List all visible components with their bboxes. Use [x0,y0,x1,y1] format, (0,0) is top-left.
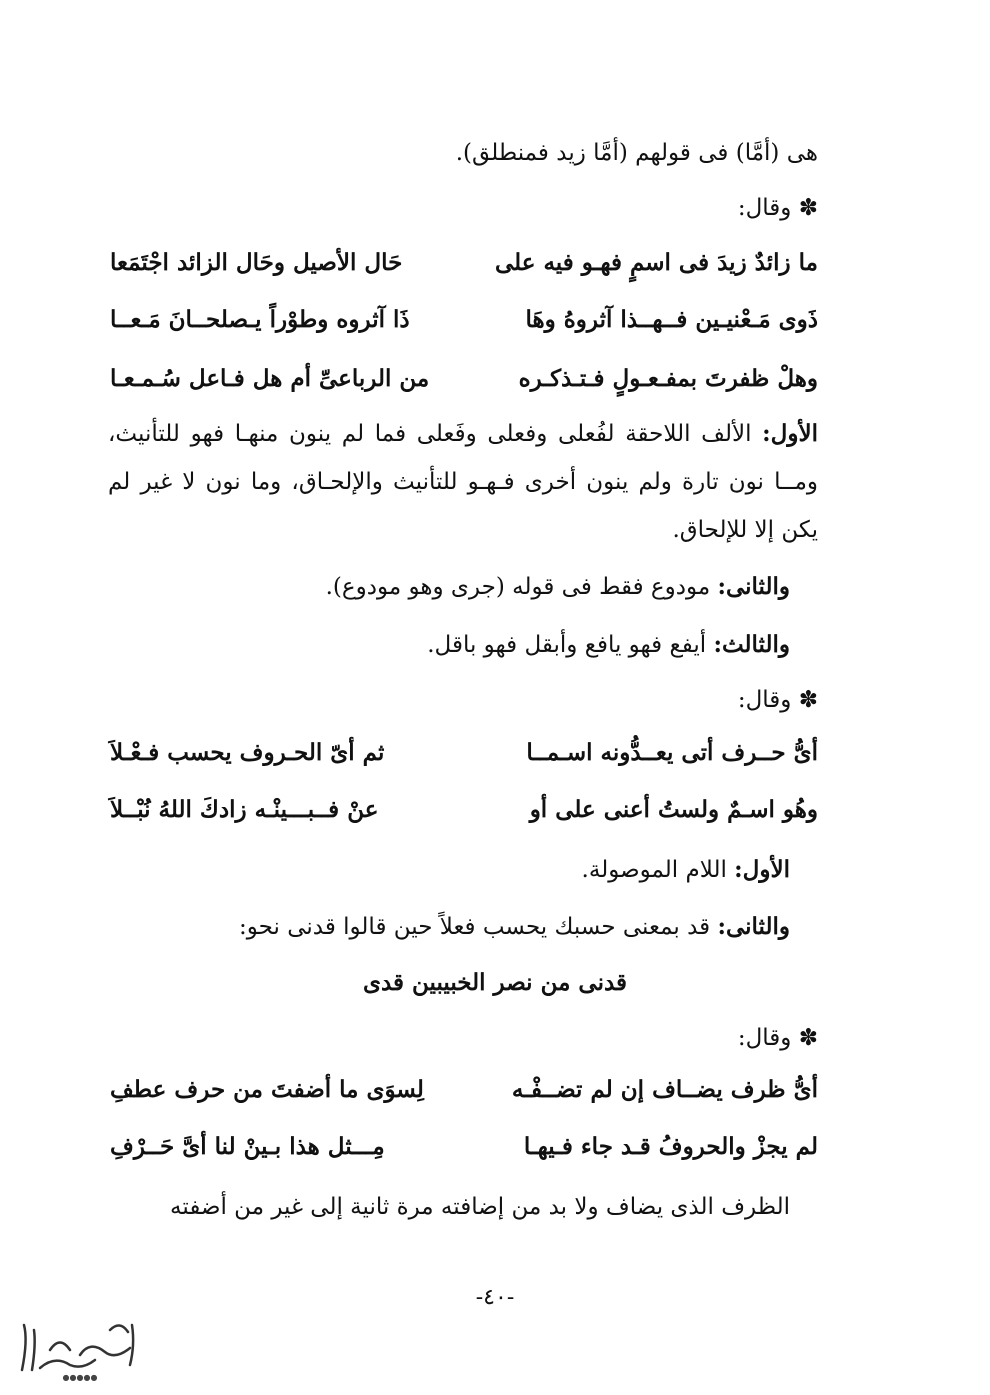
said-label-2: ✽ وقال: [737,687,818,713]
answer-lead-first-2: الأول: [734,856,790,883]
answer-lead-second-1: والثانى: [717,573,790,600]
poem2-verse2-first-hemistich: وهُو اسـمٌ ولستُ أعنى على أو [529,796,818,823]
poem1-verse1-first-hemistich: ما زائدٌ زيدَ فى اسمٍ فهـو فيه على [494,249,818,276]
answer-text-second-1: مودوع فقط فى قوله (جرى وهو مودوع). [325,574,711,600]
answer-text-third-1: أيفع فهو يافع وأبقل فهو باقل. [427,632,707,658]
answer-lead-third-1: والثالث: [713,631,790,658]
poem2-verse2-second-hemistich: عنْ فــبـــينْـه زادكَ اللهُ نُبْــلاَ [110,796,379,823]
answer-text-second-2: قد بمعنى حسبك يحسب فعلاً حين قالوا قدنى نحو: [239,914,711,940]
poem2-verse1-first-hemistich: أىُّ حــرف أتى يعــدُّونه اسـمــا [526,739,818,766]
publisher-logo-icon [10,1310,145,1385]
closing-text-line: الظرف الذى يضاف ولا بد من إضافته مرة ثانية إلى غير من أضفته [170,1194,790,1220]
poem1-verse3-first-hemistich: وهلْ ظفرتَ بمفـعـولٍ فـتـذكـره [518,365,818,392]
said-label-3: ✽ وقال: [737,1025,818,1051]
poem3-verse1-first-hemistich: أىُّ ظرف يضــاف إن لم تضــفْـه [511,1076,818,1103]
answer-text-first-2: اللام الموصولة. [581,857,727,883]
poem1-verse2-first-hemistich: ذَوى مَـعْنيـين فــهــذا آثروهُ وهَا [525,306,818,333]
poem3-verse2-second-hemistich: مِـــثل هذا بـينْ لنا أىَّ حَــرْفِ [110,1133,385,1160]
page-number: -٤٠- [475,1285,515,1310]
answer-second-1 [110,572,790,602]
poem1-verse1-second-hemistich: حَال الأصيل وحَال الزائد اجْتَمَعا [110,249,403,276]
poem3-verse2-first-hemistich: لم يجزْ والحروفُ قـد جاء فـيهـا [523,1133,818,1160]
answer-third-1 [110,630,790,660]
text-line-amma: هى (أمَّا) فى قولهم (أمَّا زيد فمنطلق). [455,140,818,166]
quoted-verse: قدنى من نصر الخبيبين قدى [362,969,628,996]
answer-first-2 [110,855,790,885]
said-label-1: ✽ وقال: [737,195,818,221]
answer-lead-second-2: والثانى: [717,913,790,940]
answer-paragraph-first [108,410,818,554]
answer-lead-first: الأول: [762,420,818,447]
poem1-verse2-second-hemistich: ذَا آثروه وطوْراً يـصلحــانَ مَـعــا [110,306,410,333]
poem3-verse1-second-hemistich: لِسوَى ما أضفتَ من حرف عطفِ [110,1076,424,1103]
answer-text-first: الألف اللاحقة لفُعلى وفعلى وفَعلى فما لم ينون منهـا فهو للتأنيث، ومــا نون تارة ولم ينون أخرى فـهـو للتأنيث والإلحـاق، وما نون لا غير لم يكن إلا للإلحاق. [108,421,818,543]
svg-text:●●●●●: ●●●●● [62,1373,98,1382]
answer-second-2 [110,912,790,942]
poem1-verse3-second-hemistich: من الرباعىِّ أم هل فـاعل سُـمـعـا [110,365,430,392]
poem2-verse1-second-hemistich: ثم أىّ الحـروف يحسب فـعْـلاَ [110,739,385,766]
